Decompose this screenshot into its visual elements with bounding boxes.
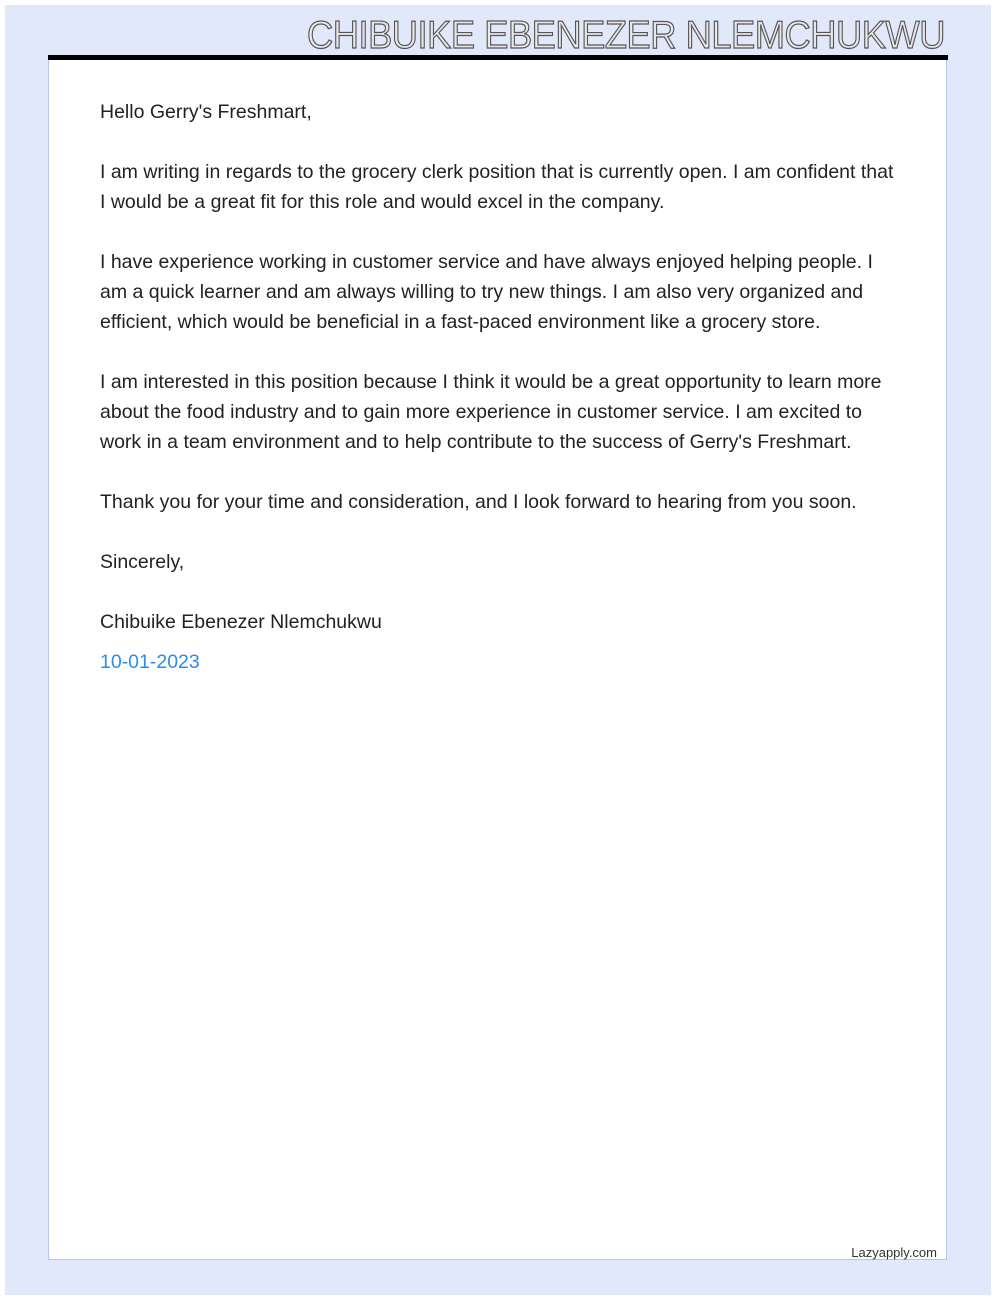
letter-body (100, 97, 900, 677)
greeting: Hello Gerry's Freshmart, (100, 101, 312, 123)
letter-date: 10-01-2023 (100, 651, 200, 673)
closing: Sincerely, (100, 551, 185, 573)
paragraph: Thank you for your time and consideration, and I look forward to hearing from you soon. (100, 491, 857, 513)
footer-brand: Lazyapply.com (851, 1245, 937, 1260)
paragraph: I have experience working in customer service and have always enjoyed helping people. I am a quick learner and am always willing to try new things. I am also very organized and efficient, which would be beneficial in a fast-paced environment like a grocery store. (100, 251, 873, 333)
paragraph: I am writing in regards to the grocery clerk position that is currently open. I am confident that I would be a great fit for this role and would excel in the company. (100, 161, 894, 213)
applicant-name-header: CHIBUIKE EBENEZER NLEMCHUKWU (307, 14, 945, 57)
signature: Chibuike Ebenezer Nlemchukwu (100, 611, 382, 633)
paragraph: I am interested in this position because I think it would be a great opportunity to learn more about the food industry and to gain more experience in customer service. I am excited to work in a team environment and to help contribute to the success of Gerry's Freshmart. (100, 371, 882, 453)
